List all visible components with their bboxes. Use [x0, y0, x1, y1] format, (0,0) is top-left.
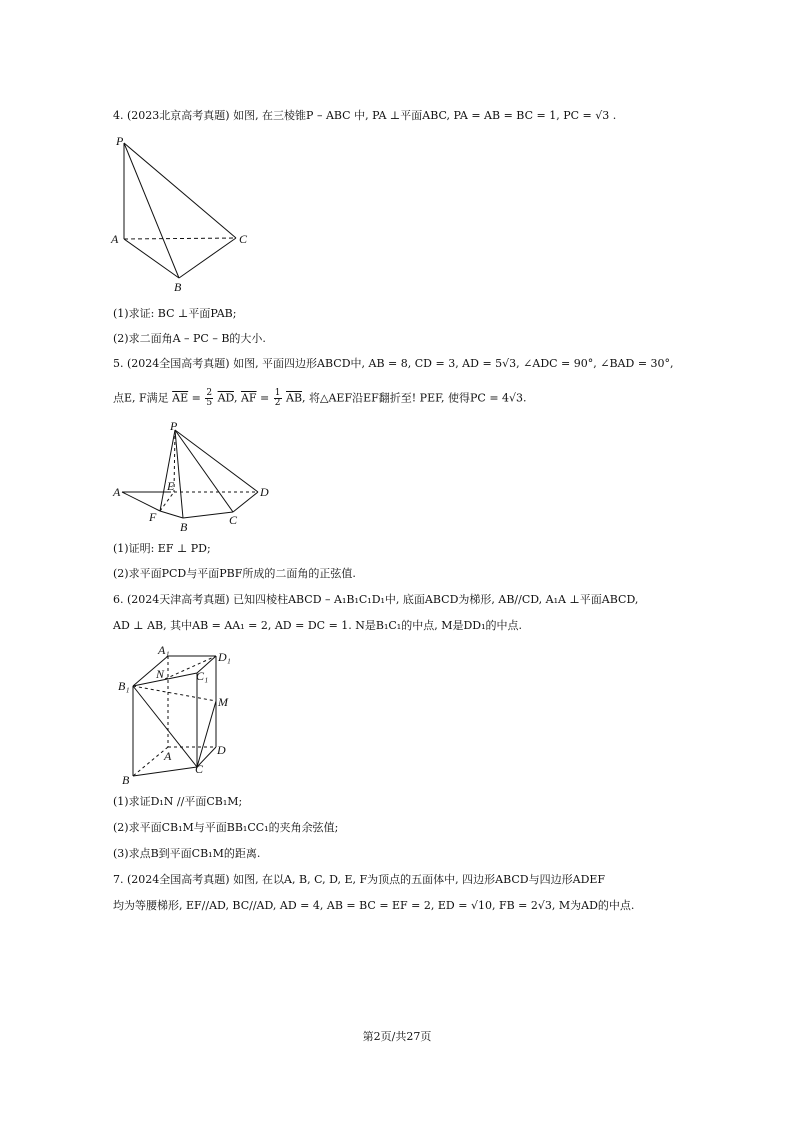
edge-BC: [183, 512, 233, 518]
edge-AC-hidden: [124, 238, 236, 239]
q5-figure: [110, 418, 280, 536]
q5-line2: 点E, F满足 $\overline{AE}$ = $\frac{2}{5}$ $\overline{AD}$, $\overline{AF}$ = $\frac{1}{2}$ $\overline{AB}$, 将△AEF沿EF翻折至! PEF, 使得PC = 4√3.: [113, 388, 527, 408]
q4-header: 4. (2023北京高考真题) 如图, 在三棱锥P – ABC 中, PA ⊥平面ABC, PA = AB = BC = 1, PC = √3 .: [113, 109, 617, 122]
fraction-2-5: $\frac{2}{5}$: [206, 388, 213, 408]
label-P: P: [170, 419, 178, 433]
q5-line2-pre: 点E, F满足: [113, 391, 169, 405]
label-B: B: [174, 280, 182, 294]
fraction-1-2: $\frac{1}{2}$: [274, 388, 281, 408]
vector-AD: $\overline{AD}$: [217, 391, 234, 405]
label-B: B: [122, 773, 130, 787]
label-F: F: [149, 510, 157, 524]
q7-line2: 均为等腰梯形, EF//AD, BC//AD, AD = 4, AB = BC = EF = 2, ED = √10, FB = 2√3, M为AD的中点.: [113, 899, 635, 912]
edge-PB: [124, 143, 179, 278]
edge-PB: [175, 430, 183, 518]
q6-line1: 6. (2024天津高考真题) 已知四棱柱ABCD – A₁B₁C₁D₁中, 底面ABCD为梯形, AB//CD, A₁A ⊥平面ABCD,: [113, 593, 639, 606]
edge-PD: [175, 430, 258, 492]
label-D: D: [260, 485, 269, 499]
q6-part3: (3)求点B到平面CB₁M的距离.: [113, 847, 261, 860]
q6-line2: AD ⊥ AB, 其中AB = AA₁ = 2, AD = DC = 1. N是B₁C₁的中点, M是DD₁的中点.: [113, 619, 523, 632]
label-B: B: [180, 520, 188, 534]
q7-line1: 7. (2024全国高考真题) 如图, 在以A, B, C, D, E, F为顶点的五面体中, 四边形ABCD与四边形ADEF: [113, 873, 606, 886]
vector-AF: $\overline{AF}$: [240, 391, 257, 405]
edge-PC: [124, 143, 236, 238]
edge-CD: [233, 492, 258, 512]
label-D1: D₁: [218, 650, 231, 664]
q6-part2: (2)求平面CB₁M与平面BB₁CC₁的夹角余弦值;: [113, 821, 339, 834]
edge-B1M-hidden: [133, 686, 216, 701]
label-A1: A₁: [158, 643, 170, 657]
label-C: C: [229, 513, 238, 527]
label-D: D: [217, 743, 226, 757]
vector-AE: $\overline{AE}$: [172, 391, 189, 405]
label-A: A: [113, 485, 121, 499]
q6-figure: [110, 640, 250, 788]
edge-PF: [160, 430, 175, 511]
edge-FB: [160, 511, 183, 518]
q4-part1: (1)求证: BC ⊥平面PAB;: [113, 307, 237, 320]
edge-BC: [179, 238, 236, 278]
edge-ND1-hidden: [165, 656, 216, 679]
label-M: M: [218, 695, 228, 709]
q5-line2-post: , 将△AEF沿EF翻折至! PEF, 使得PC = 4√3.: [302, 391, 527, 405]
label-C1: C₁: [196, 669, 209, 683]
label-P: P: [116, 134, 124, 148]
q4-part2: (2)求二面角A – PC – B的大小.: [113, 332, 266, 345]
edge-AF: [122, 492, 160, 511]
page-footer: 第2页/共27页: [362, 1030, 432, 1043]
q4-figure: [110, 130, 260, 295]
q5-part2: (2)求平面PCD与平面PBF所成的二面角的正弦值.: [113, 567, 356, 580]
q6-part1: (1)求证D₁N //平面CB₁M;: [113, 795, 243, 808]
vector-AB: $\overline{AB}$: [286, 391, 303, 405]
label-A: A: [111, 232, 119, 246]
label-A: A: [164, 749, 172, 763]
edge-BC: [133, 767, 197, 776]
edge-PC: [175, 430, 233, 512]
label-C: C: [239, 232, 248, 246]
label-E: E: [167, 479, 175, 493]
q5-line1: 5. (2024全国高考真题) 如图, 平面四边形ABCD中, AB = 8, CD = 3, AD = 5√3, ∠ADC = 90°, ∠BAD = 30°,: [113, 357, 674, 370]
label-N: N: [156, 667, 165, 681]
label-C: C: [195, 762, 204, 776]
label-B1: B₁: [118, 679, 130, 693]
edge-B1C1: [133, 673, 197, 686]
q5-part1: (1)证明: EF ⊥ PD;: [113, 542, 211, 555]
